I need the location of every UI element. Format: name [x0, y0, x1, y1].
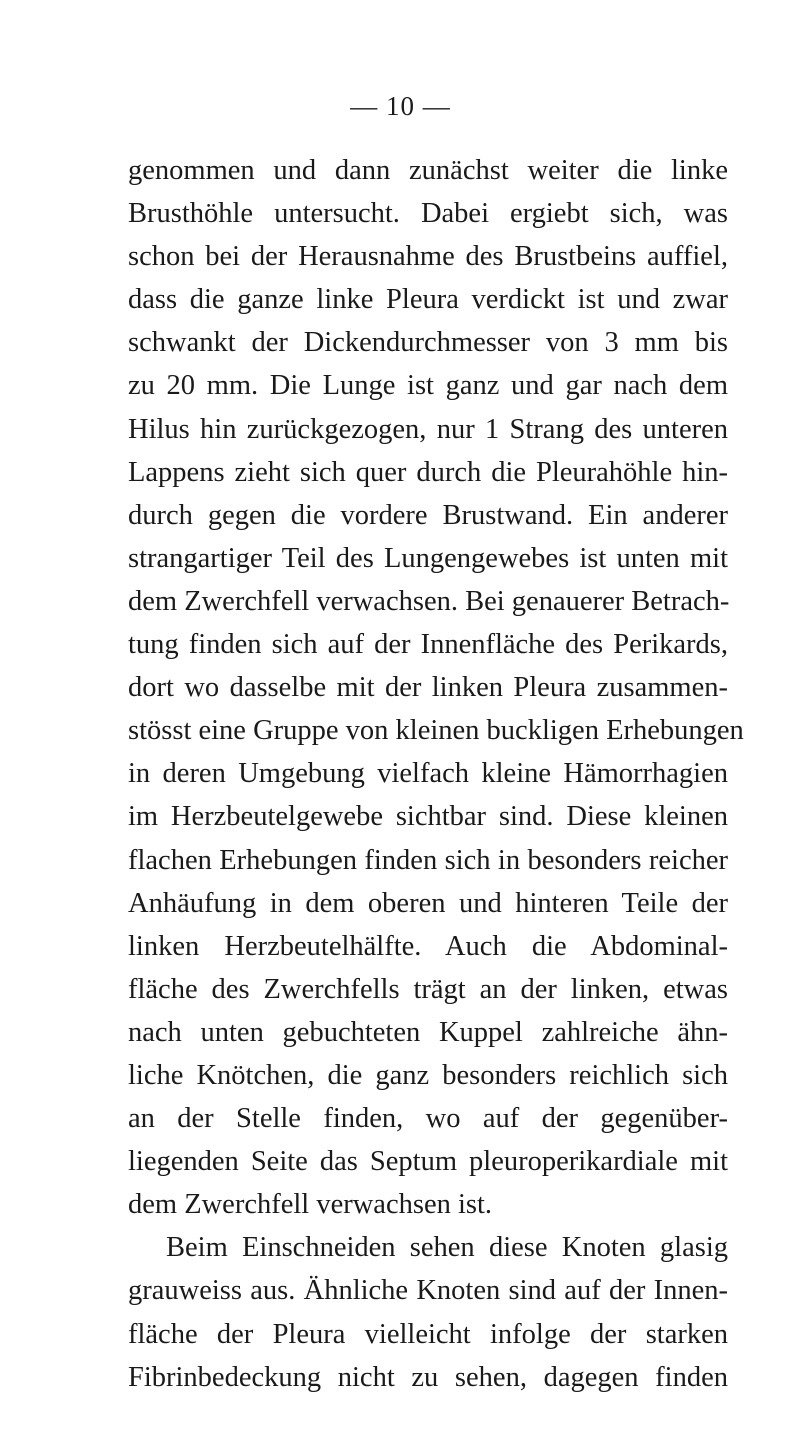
- page-number: — 10 —: [350, 91, 451, 121]
- text-line: dass die ganze linke Pleura verdickt ist und zwar: [128, 284, 728, 316]
- body-text: [128, 149, 744, 1399]
- text-line: im Herzbeutelgewebe sichtbar sind. Diese kleinen: [128, 801, 728, 833]
- text-line: liche Knötchen, die ganz besonders reichlich sich: [128, 1059, 728, 1091]
- text-line: an der Stelle finden, wo auf der gegenüber-: [128, 1103, 728, 1135]
- text-line: Beim Einschneiden sehen diese Knoten glasig: [166, 1232, 728, 1264]
- text-line: tung finden sich auf der Innenfläche des Perikards,: [128, 629, 728, 661]
- text-line: liegenden Seite das Septum pleuroperikardiale mit: [128, 1146, 728, 1178]
- text-line: Brusthöhle untersucht. Dabei ergiebt sich, was: [128, 198, 728, 230]
- text-line: Hilus hin zurückgezogen, nur 1 Strang des unteren: [128, 413, 728, 445]
- text-line: Fibrinbedeckung nicht zu sehen, dagegen finden: [128, 1361, 728, 1393]
- text-line: in deren Umgebung vielfach kleine Hämorrhagien: [128, 758, 728, 790]
- text-line: nach unten gebuchteten Kuppel zahlreiche ähn-: [128, 1016, 728, 1048]
- paragraph-2: [128, 1226, 728, 1398]
- text-line: zu 20 mm. Die Lunge ist ganz und gar nach dem: [128, 370, 728, 402]
- paragraph-1: [128, 149, 744, 1226]
- text-line: Anhäufung in dem oberen und hinteren Teile der: [128, 887, 728, 919]
- text-line: grauweiss aus. Ähnliche Knoten sind auf der Innen-: [128, 1275, 728, 1307]
- text-line: genommen und dann zunächst weiter die linke: [128, 155, 728, 186]
- text-line: stösst eine Gruppe von kleinen buckligen Erhebungen: [128, 715, 744, 747]
- text-line: flachen Erhebungen finden sich in besonders reicher: [128, 844, 728, 876]
- text-line: durch gegen die vordere Brustwand. Ein anderer: [128, 499, 728, 531]
- text-line: schwankt der Dickendurchmesser von 3 mm bis: [128, 327, 728, 359]
- text-line: fläche der Pleura vielleicht infolge der starken: [128, 1318, 728, 1350]
- text-line: dort wo dasselbe mit der linken Pleura zusammen-: [128, 672, 728, 704]
- text-line: strangartiger Teil des Lungengewebes ist unten mit: [128, 542, 728, 574]
- text-line: dem Zwerchfell verwachsen ist.: [128, 1189, 493, 1221]
- text-line: linken Herzbeutelhälfte. Auch die Abdominal-: [128, 930, 728, 962]
- text-line: dem Zwerchfell verwachsen. Bei genauerer Betrach-: [128, 585, 730, 617]
- text-line: Lappens zieht sich quer durch die Pleurahöhle hin-: [128, 456, 728, 488]
- text-line: fläche des Zwerchfells trägt an der linken, etwas: [128, 973, 728, 1005]
- text-line: schon bei der Herausnahme des Brustbeins auffiel,: [128, 241, 728, 273]
